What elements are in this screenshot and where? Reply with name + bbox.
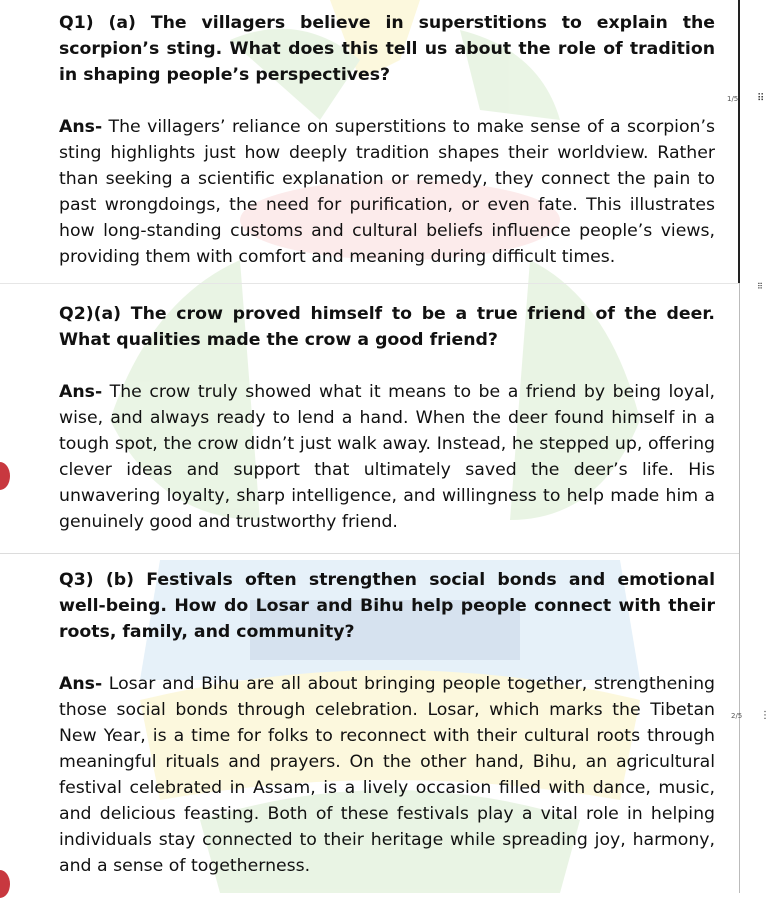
answer-2 <box>59 379 715 535</box>
answer-1-text: The villagers’ reliance on superstitions to make sense of a scorpion’s sting highlights just how deeply tradition shapes their worldview. Rather than seeking a scientific explanation or remedy, they connect the pain to past wrongdoings, the need for purification, or even fate. This illustrates how long-standing customs and cultural beliefs influence people’s views, providing them with comfort and meaning during difficult times. <box>59 117 715 267</box>
document-page-3 <box>0 553 743 894</box>
answer-1 <box>59 114 715 270</box>
answer-2-label: Ans- <box>59 382 103 402</box>
document-page-2 <box>0 283 740 554</box>
question-1: Q1) (a) The villagers believe in superstitions to explain the scorpion’s sting. What does this tell us about the role of tradition in shaping people’s perspectives? <box>59 13 715 85</box>
page-number-label-3: 2/5 <box>731 712 743 720</box>
page-strip-2[interactable] <box>739 283 768 553</box>
answer-3 <box>59 671 715 879</box>
answer-1-label: Ans- <box>59 117 103 137</box>
page-strip-3[interactable] <box>739 553 768 893</box>
question-3: Q3) (b) Festivals often strengthen social bonds and emotional well-being. How do Losar and Bihu help people connect with their roots, family, and community? <box>59 570 715 642</box>
drag-handle-icon-3[interactable]: ⋮ <box>760 710 769 721</box>
question-1-block <box>59 10 715 270</box>
question-2: Q2)(a) The crow proved himself to be a true friend of the deer. What qualities made the crow a good friend? <box>59 304 715 350</box>
page-strip-1[interactable] <box>738 0 768 283</box>
question-2-block <box>59 301 715 535</box>
drag-handle-icon-2[interactable]: ⠿ <box>757 282 762 291</box>
answer-2-text: The crow truly showed what it means to be a friend by being loyal, wise, and always ready to lend a hand. When the deer found himself in a tough spot, the crow didn’t just walk away. Instead, he stepped up, offering clever ideas and support that ultimately saved the deer’s life. His unwavering loyalty, sharp intelligence, and willingness to help made him a genuinely good and trustworthy friend. <box>59 382 715 532</box>
drag-handle-icon-1[interactable]: ⠿ <box>757 93 764 104</box>
answer-3-text: Losar and Bihu are all about bringing people together, strengthening those social bonds through celebration. Losar, which marks the Tibetan New Year, is a time for folks to reconnect with their cultural roots through meaningful rituals and prayers. On the other hand, Bihu, an agricultural festival celebrated in Assam, is a lively occasion filled with dance, music, and delicious feasting. Both of these festivals play a vital role in helping individuals stay connected to their heritage while spreading joy, harmony, and a sense of togetherness. <box>59 674 715 876</box>
page-number-label-1: 1/5 <box>727 95 739 103</box>
answer-3-label: Ans- <box>59 674 103 694</box>
document-page-1 <box>0 0 740 283</box>
question-3-block <box>59 567 715 879</box>
